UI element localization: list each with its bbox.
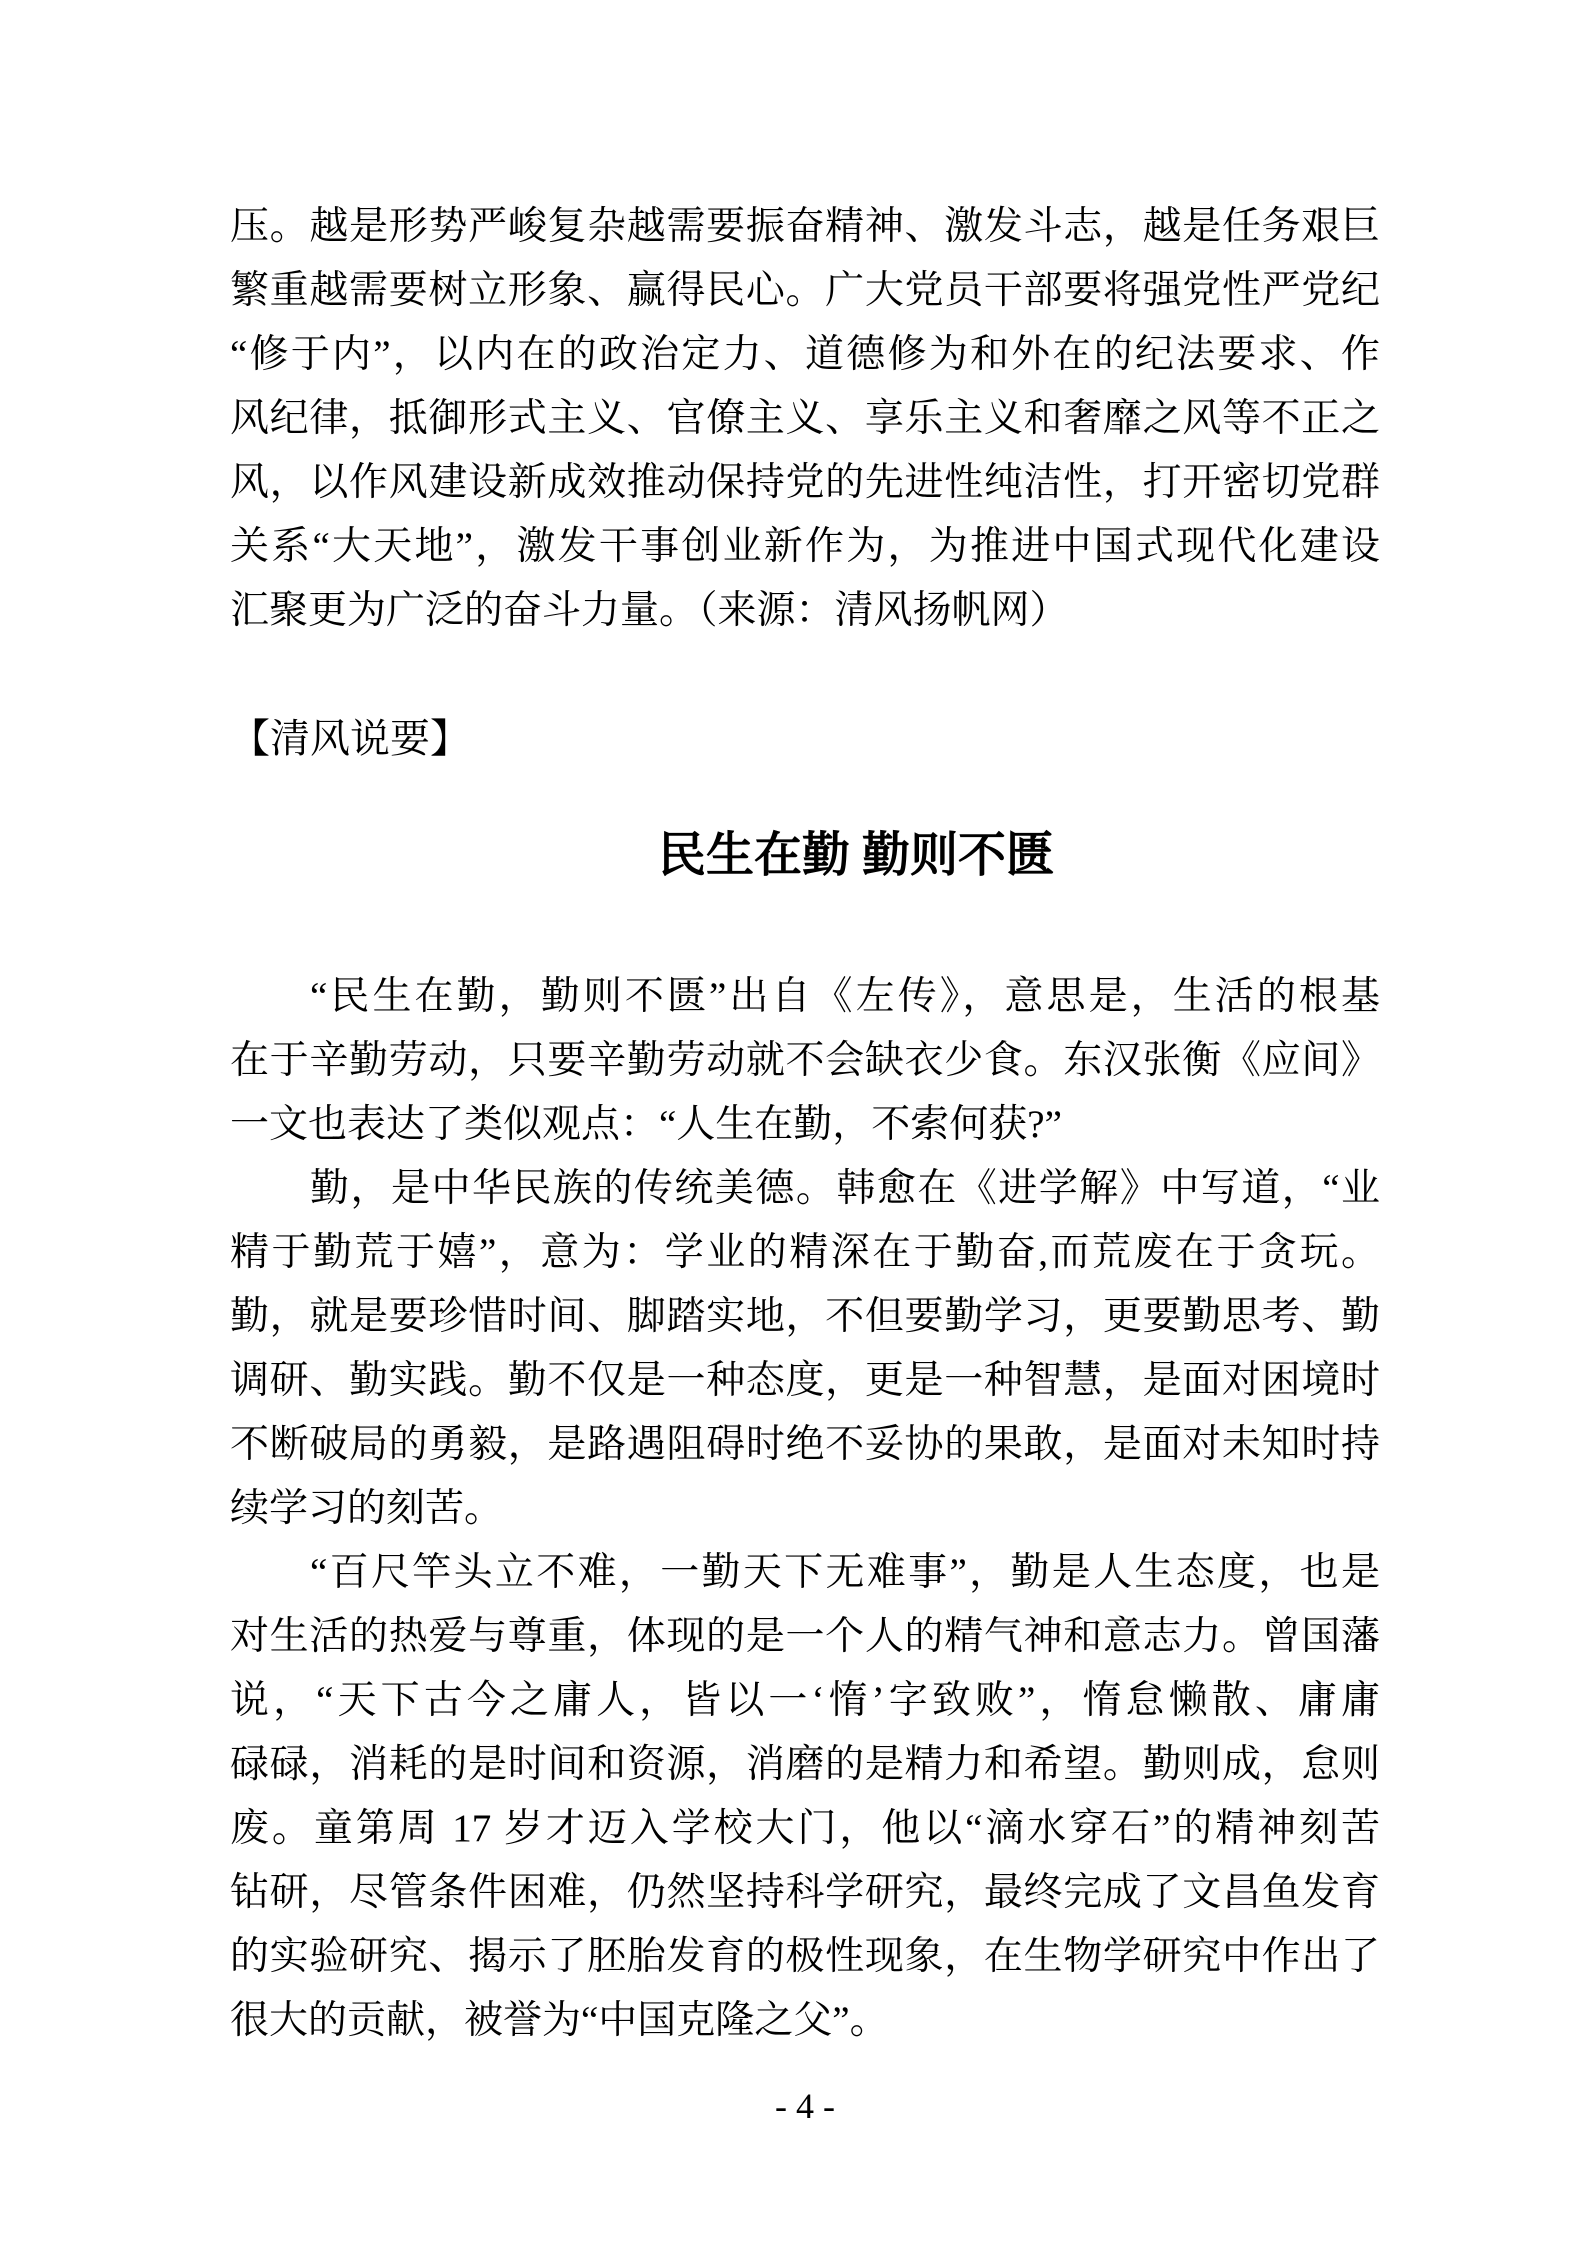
text-line: “民生在勤，勤则不匮”出自《左传》，意思是，生活的根基: [310, 975, 1380, 1018]
text-line: 对生活的热爱与尊重，体现的是一个人的精气神和意志力。曾国藩: [230, 1615, 1380, 1658]
article-title: 民生在勤 勤则不匮: [657, 829, 1054, 882]
section-heading: 【清风说要】: [230, 716, 470, 761]
page-number: - 4 -: [775, 2086, 835, 2126]
text-line: 繁重越需要树立形象、赢得民心。广大党员干部要将强党性严党纪: [230, 269, 1380, 312]
text-line: 不断破局的勇毅，是路遇阻碍时绝不妥协的果敢，是面对未知时持: [230, 1423, 1380, 1466]
text-line: 风纪律，抵御形式主义、官僚主义、享乐主义和奢靡之风等不正之: [230, 397, 1380, 440]
text-line: 关系“大天地”，激发干事创业新作为，为推进中国式现代化建设: [230, 525, 1380, 568]
text-line: 一文也表达了类似观点：“人生在勤，不索何获?”: [230, 1103, 1062, 1146]
text-line: “百尺竿头立不难，一勤天下无难事”，勤是人生态度，也是: [310, 1551, 1380, 1594]
spacer: [230, 643, 1380, 707]
text-line: 的实验研究、揭示了胚胎发育的极性现象，在生物学研究中作出了: [230, 1935, 1380, 1978]
text-line: 精于勤荒于嬉”，意为：学业的精深在于勤奋,而荒废在于贪玩。: [230, 1231, 1380, 1274]
paragraph: [230, 1157, 1380, 1541]
text-line: “修于内”，以内在的政治定力、道德修为和外在的纪法要求、作: [230, 333, 1380, 376]
text-line: 说，“天下古今之庸人，皆以一‘惰’字致败”，惰怠懒散、庸庸: [230, 1679, 1380, 1722]
text-line: 续学习的刻苦。: [230, 1487, 504, 1530]
paragraph: [230, 965, 1380, 1157]
text-line: 废。童第周 17 岁才迈入学校大门，他以“滴水穿石”的精神刻苦: [230, 1807, 1380, 1850]
text-line: 风，以作风建设新成效推动保持党的先进性纯洁性，打开密切党群: [230, 461, 1380, 504]
text-line: 压。越是形势严峻复杂越需要振奋精神、激发斗志，越是任务艰巨: [230, 205, 1380, 248]
text-line: 汇聚更为广泛的奋斗力量。（来源：清风扬帆网）: [230, 589, 1069, 632]
text-line: 碌碌，消耗的是时间和资源，消磨的是精力和希望。勤则成，怠则: [230, 1743, 1380, 1786]
text-line: 钻研，尽管条件困难，仍然坚持科学研究，最终完成了文昌鱼发育: [230, 1871, 1380, 1914]
paragraph: [230, 1541, 1380, 2053]
text-column: [230, 195, 1380, 2053]
text-line: 在于辛勤劳动，只要辛勤劳动就不会缺衣少食。东汉张衡《应间》: [230, 1039, 1380, 1082]
article-body: [230, 965, 1380, 2053]
text-line: 勤，是中华民族的传统美德。韩愈在《进学解》中写道，“业: [310, 1167, 1380, 1210]
text-line: 勤，就是要珍惜时间、脚踏实地，不但要勤学习，更要勤思考、勤: [230, 1295, 1380, 1338]
paragraph-continued: [230, 195, 1380, 643]
text-line: 调研、勤实践。勤不仅是一种态度，更是一种智慧，是面对困境时: [230, 1359, 1380, 1402]
text-line: 很大的贡献，被誉为“中国克隆之父”。: [230, 1999, 889, 2042]
